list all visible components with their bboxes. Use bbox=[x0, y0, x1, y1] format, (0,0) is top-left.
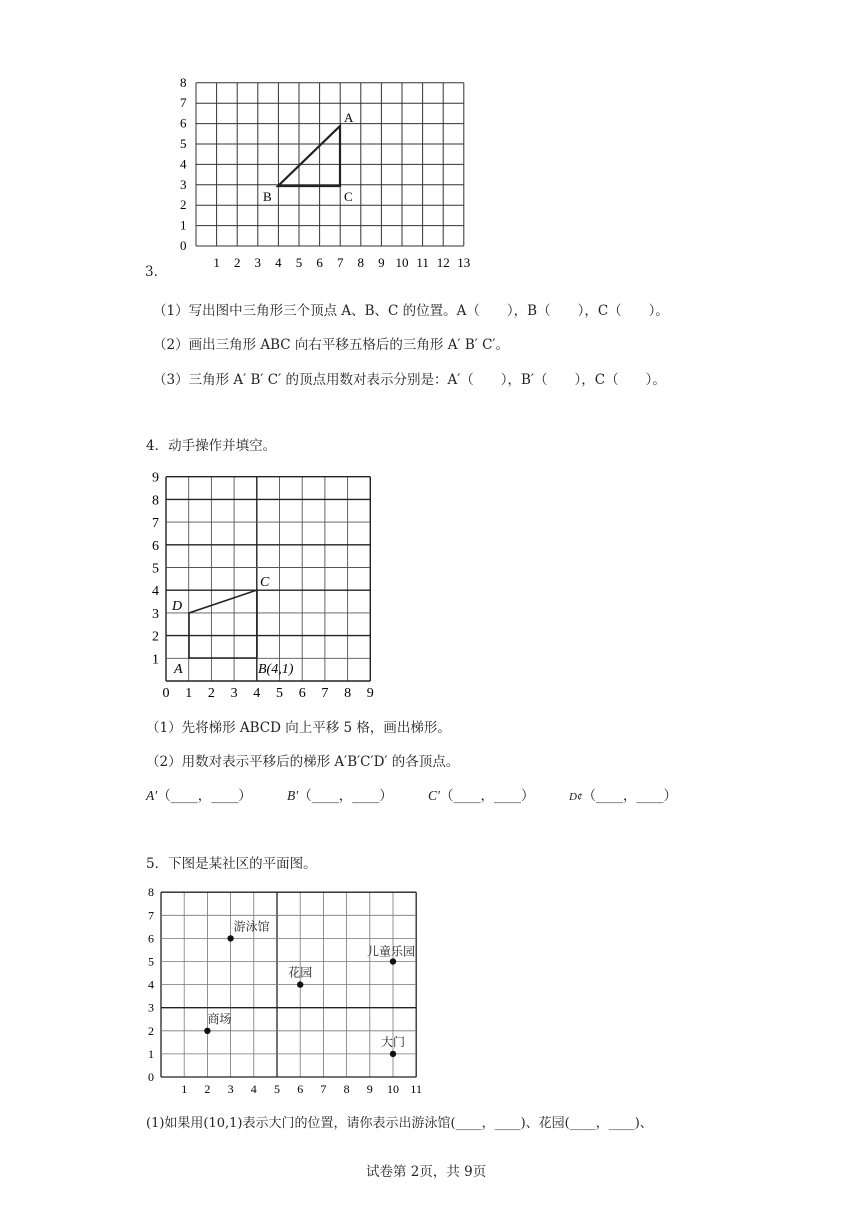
point-label-d: D bbox=[172, 599, 183, 614]
location-dot bbox=[227, 935, 233, 941]
q5-y-tick-label: 6 bbox=[148, 931, 154, 946]
q5-grid-lines bbox=[161, 892, 416, 1077]
q5-y-tick-label: 1 bbox=[148, 1046, 154, 1061]
q5-x-tick-label: 9 bbox=[366, 1082, 373, 1093]
q4-x-tick-label: 5 bbox=[276, 686, 283, 701]
q3-x-tick-label: 11 bbox=[416, 255, 429, 270]
q5-grid-figure bbox=[144, 883, 434, 1093]
q5-x-tick-label: 5 bbox=[274, 1082, 280, 1093]
q3-part-2: （2）画出三角形 ABC 向右平移五格后的三角形 A′ B′ C′。 bbox=[153, 337, 509, 353]
q4-y-tick-label: 3 bbox=[152, 606, 159, 622]
page-footer: 试卷第 2页，共 9页 bbox=[366, 1164, 487, 1180]
point-label-b: B(4,1) bbox=[258, 662, 294, 677]
q4-answer-c bbox=[428, 784, 534, 804]
q3-x-tick-label: 8 bbox=[357, 255, 365, 270]
q5-y-tick-label: 5 bbox=[148, 954, 154, 969]
q4-y-tick-label: 2 bbox=[152, 629, 159, 645]
answer-blank-c: （____，____） bbox=[439, 788, 535, 804]
q4-y-tick-label: 6 bbox=[152, 538, 159, 554]
answer-label-b: B′ bbox=[287, 788, 299, 803]
q5-x-axis-labels bbox=[181, 1082, 422, 1093]
location-dot bbox=[297, 981, 303, 987]
q3-x-tick-label: 7 bbox=[336, 255, 344, 270]
q3-part-3: （3）三角形 A′ B′ C′ 的顶点用数对表示分别是：A′（ ），B′（ ），C（ ）。 bbox=[153, 372, 666, 388]
q5-x-tick-label: 3 bbox=[227, 1082, 234, 1093]
q3-y-tick-label: 4 bbox=[180, 156, 187, 172]
q3-y-axis-labels bbox=[180, 78, 187, 253]
location-label: 儿童乐园 bbox=[367, 944, 416, 959]
q3-y-tick-label: 1 bbox=[180, 217, 187, 233]
q5-y-tick-label: 0 bbox=[148, 1070, 154, 1084]
q3-y-tick-label: 3 bbox=[180, 176, 187, 192]
q3-grid-lines bbox=[196, 83, 464, 246]
location-dot bbox=[390, 1051, 396, 1057]
q4-y-tick-label: 7 bbox=[152, 516, 159, 532]
q3-number: 3. bbox=[145, 264, 158, 280]
q4-y-axis-labels bbox=[152, 471, 159, 668]
q3-x-tick-label: 13 bbox=[457, 255, 471, 270]
q3-x-tick-label: 2 bbox=[233, 255, 241, 270]
q3-y-tick-label: 5 bbox=[180, 136, 187, 151]
answer-blank-a: （____，____） bbox=[157, 788, 252, 804]
q5-y-tick-label: 2 bbox=[148, 1023, 154, 1038]
q5-x-tick-label: 4 bbox=[250, 1082, 257, 1093]
q4-x-tick-label: 7 bbox=[321, 686, 329, 701]
q4-x-tick-label: 8 bbox=[344, 686, 352, 701]
location-label: 大门 bbox=[381, 1034, 406, 1049]
q3-x-tick-label: 6 bbox=[316, 255, 323, 270]
q3-y-tick-label: 2 bbox=[180, 197, 187, 213]
q3-part-1: （1）写出图中三角形三个顶点 A、B、C 的位置。A（ ），B（ ），C（ ）。 bbox=[153, 303, 669, 319]
q3-y-tick-label: 0 bbox=[180, 238, 187, 253]
triangle-abc bbox=[278, 126, 340, 186]
point-label-a: A bbox=[344, 110, 354, 125]
location-dot bbox=[390, 958, 396, 964]
q4-x-axis-labels bbox=[163, 686, 374, 701]
q3-x-tick-label: 10 bbox=[395, 255, 409, 270]
q5-title: 5．下图是某社区的平面图。 bbox=[146, 856, 317, 872]
q4-y-tick-label: 5 bbox=[152, 561, 159, 577]
location-label: 游泳馆 bbox=[233, 919, 270, 934]
q5-x-tick-label: 2 bbox=[204, 1082, 211, 1093]
answer-label-c: C′ bbox=[428, 788, 440, 803]
point-label-a: A bbox=[174, 662, 183, 677]
q5-y-tick-label: 8 bbox=[148, 885, 154, 900]
point-label-b: B bbox=[263, 189, 272, 204]
q3-y-tick-label: 6 bbox=[180, 115, 187, 131]
q3-y-tick-label: 8 bbox=[180, 78, 187, 90]
q4-title: 4．动手操作并填空。 bbox=[146, 438, 277, 454]
point-label-c: C bbox=[344, 189, 353, 204]
q4-answer-a bbox=[146, 784, 252, 804]
trapezoid-abcd bbox=[189, 590, 257, 658]
q3-x-tick-label: 3 bbox=[254, 255, 262, 270]
location-label: 商场 bbox=[207, 1011, 232, 1026]
location-label: 花园 bbox=[288, 965, 313, 980]
q3-x-tick-label: 5 bbox=[295, 255, 303, 270]
q4-grid-figure bbox=[140, 462, 390, 702]
q4-answer-d bbox=[569, 784, 677, 804]
q5-part-1: (1)如果用(10,1)表示大门的位置，请你表示出游泳馆(____，____)、花园(____，____)、 bbox=[146, 1116, 653, 1131]
q4-x-tick-label: 6 bbox=[298, 686, 306, 701]
q5-y-tick-label: 7 bbox=[148, 908, 154, 923]
q4-x-tick-label: 3 bbox=[230, 686, 238, 701]
q5-y-tick-label: 3 bbox=[148, 1000, 154, 1015]
q4-x-tick-label: 1 bbox=[185, 686, 193, 701]
q5-x-tick-label: 6 bbox=[297, 1082, 304, 1093]
q3-grid-figure bbox=[160, 78, 480, 274]
answer-label-a: A′ bbox=[146, 788, 158, 803]
q4-y-tick-label: 1 bbox=[152, 652, 159, 668]
answer-label-d: D¢ bbox=[569, 791, 583, 803]
q5-x-tick-label: 8 bbox=[343, 1082, 350, 1093]
q3-x-tick-label: 1 bbox=[213, 255, 220, 270]
q4-x-tick-label: 4 bbox=[253, 686, 261, 701]
q4-x-tick-label: 0 bbox=[162, 686, 170, 701]
q5-x-tick-label: 11 bbox=[410, 1082, 422, 1093]
point-label-c: C bbox=[260, 575, 270, 590]
q3-x-tick-label: 12 bbox=[436, 255, 450, 270]
q4-y-tick-label: 9 bbox=[152, 470, 159, 486]
q5-y-tick-label: 4 bbox=[148, 977, 154, 992]
answer-blank-b: （____，____） bbox=[298, 788, 393, 804]
q3-x-axis-labels bbox=[213, 255, 470, 270]
q5-location-points bbox=[204, 918, 415, 1057]
q4-y-tick-label: 8 bbox=[152, 493, 159, 509]
q4-part-2: （2）用数对表示平移后的梯形 A′B′C′D′ 的各顶点。 bbox=[146, 754, 460, 770]
q4-x-tick-label: 9 bbox=[366, 686, 374, 701]
q5-x-tick-label: 1 bbox=[181, 1082, 188, 1093]
q4-answer-b bbox=[287, 784, 393, 804]
q4-y-tick-label: 4 bbox=[152, 584, 159, 600]
q3-x-tick-label: 9 bbox=[378, 255, 385, 270]
q3-y-tick-label: 7 bbox=[180, 95, 187, 111]
q3-x-tick-label: 4 bbox=[275, 255, 282, 270]
q5-y-axis-labels bbox=[148, 885, 154, 1084]
q5-x-tick-label: 10 bbox=[387, 1082, 399, 1093]
q5-x-tick-label: 7 bbox=[320, 1082, 327, 1093]
q4-part-1: （1）先将梯形 ABCD 向上平移 5 格，画出梯形。 bbox=[146, 720, 451, 736]
location-dot bbox=[204, 1028, 210, 1034]
q4-x-tick-label: 2 bbox=[207, 686, 215, 701]
answer-blank-d: （____，____） bbox=[582, 788, 677, 804]
